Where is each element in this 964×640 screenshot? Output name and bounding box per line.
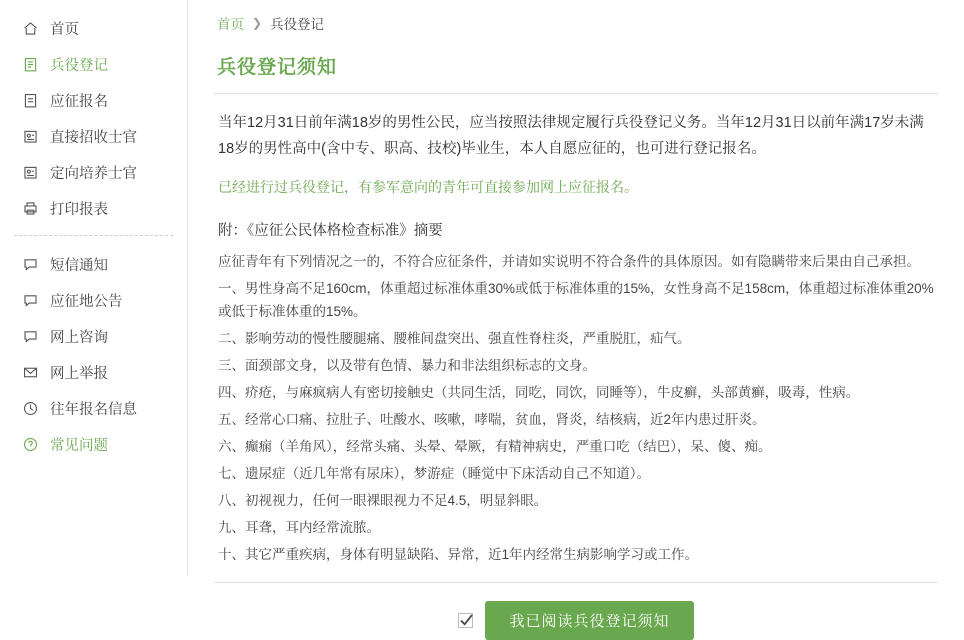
sidebar-item-label: 网上举报 <box>50 365 108 382</box>
sidebar-item-8[interactable] <box>0 318 187 354</box>
sidebar-item-4[interactable] <box>0 154 187 190</box>
agree-checkbox[interactable] <box>458 613 473 628</box>
standards-paragraph: 五、经常心口痛、拉肚子、吐酸水、咳嗽，哮喘，贫血，肾炎，结核病，近2年内患过肝炎。 <box>218 412 766 427</box>
sidebar-item-7[interactable] <box>0 282 187 318</box>
breadcrumb <box>214 0 938 46</box>
standards-paragraph: 八、初视视力，任何一眼裸眼视力不足4.5，明显斜眼。 <box>218 493 548 508</box>
breadcrumb-separator-icon: ❯ <box>252 16 263 30</box>
sidebar-item-2[interactable] <box>0 82 187 118</box>
section-title: 附：《应征公民体格检查标准》摘要 <box>218 223 443 239</box>
page-title: 兵役登记须知 <box>217 57 338 78</box>
standards-text <box>214 248 938 568</box>
sidebar-item-label: 往年报名信息 <box>50 401 137 418</box>
standards-paragraph: 应征青年有下列情况之一的，不符合应征条件，并请如实说明不符合条件的具体原因。如有隐瞒带来后果由自己承担。 <box>218 254 920 269</box>
sidebar-item-label: 定向培养士官 <box>50 165 137 182</box>
sidebar-item-9[interactable] <box>0 354 187 390</box>
action-row <box>214 601 938 640</box>
clipboard-icon <box>22 56 39 73</box>
sidebar-item-label: 网上咨询 <box>50 329 108 346</box>
sidebar-item-5[interactable] <box>0 190 187 226</box>
check-icon <box>460 614 473 627</box>
sidebar-item-label: 短信通知 <box>50 257 108 274</box>
breadcrumb-home[interactable]: 首页 <box>217 17 244 32</box>
sidebar <box>0 0 188 576</box>
question-icon <box>22 436 39 453</box>
sidebar-item-1[interactable] <box>0 46 187 82</box>
document-icon <box>22 92 39 109</box>
sidebar-item-label: 打印报表 <box>50 201 108 218</box>
clock-icon <box>22 400 39 417</box>
chat-icon <box>22 328 39 345</box>
sidebar-item-6[interactable] <box>0 246 187 282</box>
standards-paragraph: 三、面颈部文身，以及带有色情、暴力和非法组织标志的文身。 <box>218 358 596 373</box>
mail-icon <box>22 364 39 381</box>
standards-paragraph: 十、其它严重疾病，身体有明显缺陷、异常，近1年内经常生病影响学习或工作。 <box>218 547 699 562</box>
sidebar-item-10[interactable] <box>0 390 187 426</box>
sidebar-item-label: 常见问题 <box>50 437 108 454</box>
standards-paragraph: 四、疥疮，与麻疯病人有密切接触史（共同生活，同吃，同饮，同睡等），牛皮癣，头部黄癣，吸毒，性病。 <box>218 385 860 400</box>
bottom-divider <box>214 582 938 583</box>
home-icon <box>22 20 39 37</box>
printer-icon <box>22 200 39 217</box>
standards-paragraph: 六、癫痫（羊角风），经常头痛、头晕、晕厥，有精神病史，严重口吃（结巴），呆、傻、痴。 <box>218 439 772 454</box>
breadcrumb-current: 兵役登记 <box>270 17 325 32</box>
confirm-read-button[interactable]: 我已阅读兵役登记须知 <box>485 601 693 640</box>
standards-paragraph: 二、影响劳动的慢性腰腿痛、腰椎间盘突出、强直性脊柱炎，严重脱肛，疝气。 <box>218 331 691 346</box>
intro-paragraph: 当年12月31日前年满18岁的男性公民，应当按照法律规定履行兵役登记义务。当年12月31日以前年满17岁未满18岁的男性高中(含中专、职高、技校)毕业生，本人自愿应征的，也可进行登记报名。 <box>218 115 924 157</box>
standards-paragraph: 九、耳聋，耳内经常流脓。 <box>218 520 380 535</box>
sidebar-item-0[interactable] <box>0 10 187 46</box>
id-card-icon <box>22 164 39 181</box>
sidebar-item-11[interactable] <box>0 426 187 462</box>
sidebar-item-label: 直接招收士官 <box>50 129 137 146</box>
chat-icon <box>22 292 39 309</box>
sidebar-item-label: 首页 <box>50 21 79 38</box>
sidebar-item-label: 兵役登记 <box>50 57 108 74</box>
id-card-icon <box>22 128 39 145</box>
standards-paragraph: 七、遗尿症（近几年常有尿床），梦游症（睡觉中下床活动自己不知道）。 <box>218 466 650 481</box>
sidebar-item-label: 应征地公告 <box>50 293 123 310</box>
sidebar-divider <box>14 235 173 237</box>
standards-paragraph: 一、男性身高不足160cm，体重超过标准体重30%或低于标准体重的15%，女性身高不足158cm，体重超过标准体重20%或低于标准体重的15%。 <box>218 281 934 319</box>
chat-icon <box>22 256 39 273</box>
main-content <box>188 0 964 630</box>
intro-note: 已经进行过兵役登记，有参军意向的青年可直接参加网上应征报名。 <box>218 179 638 195</box>
sidebar-item-3[interactable] <box>0 118 187 154</box>
sidebar-item-label: 应征报名 <box>50 93 108 110</box>
